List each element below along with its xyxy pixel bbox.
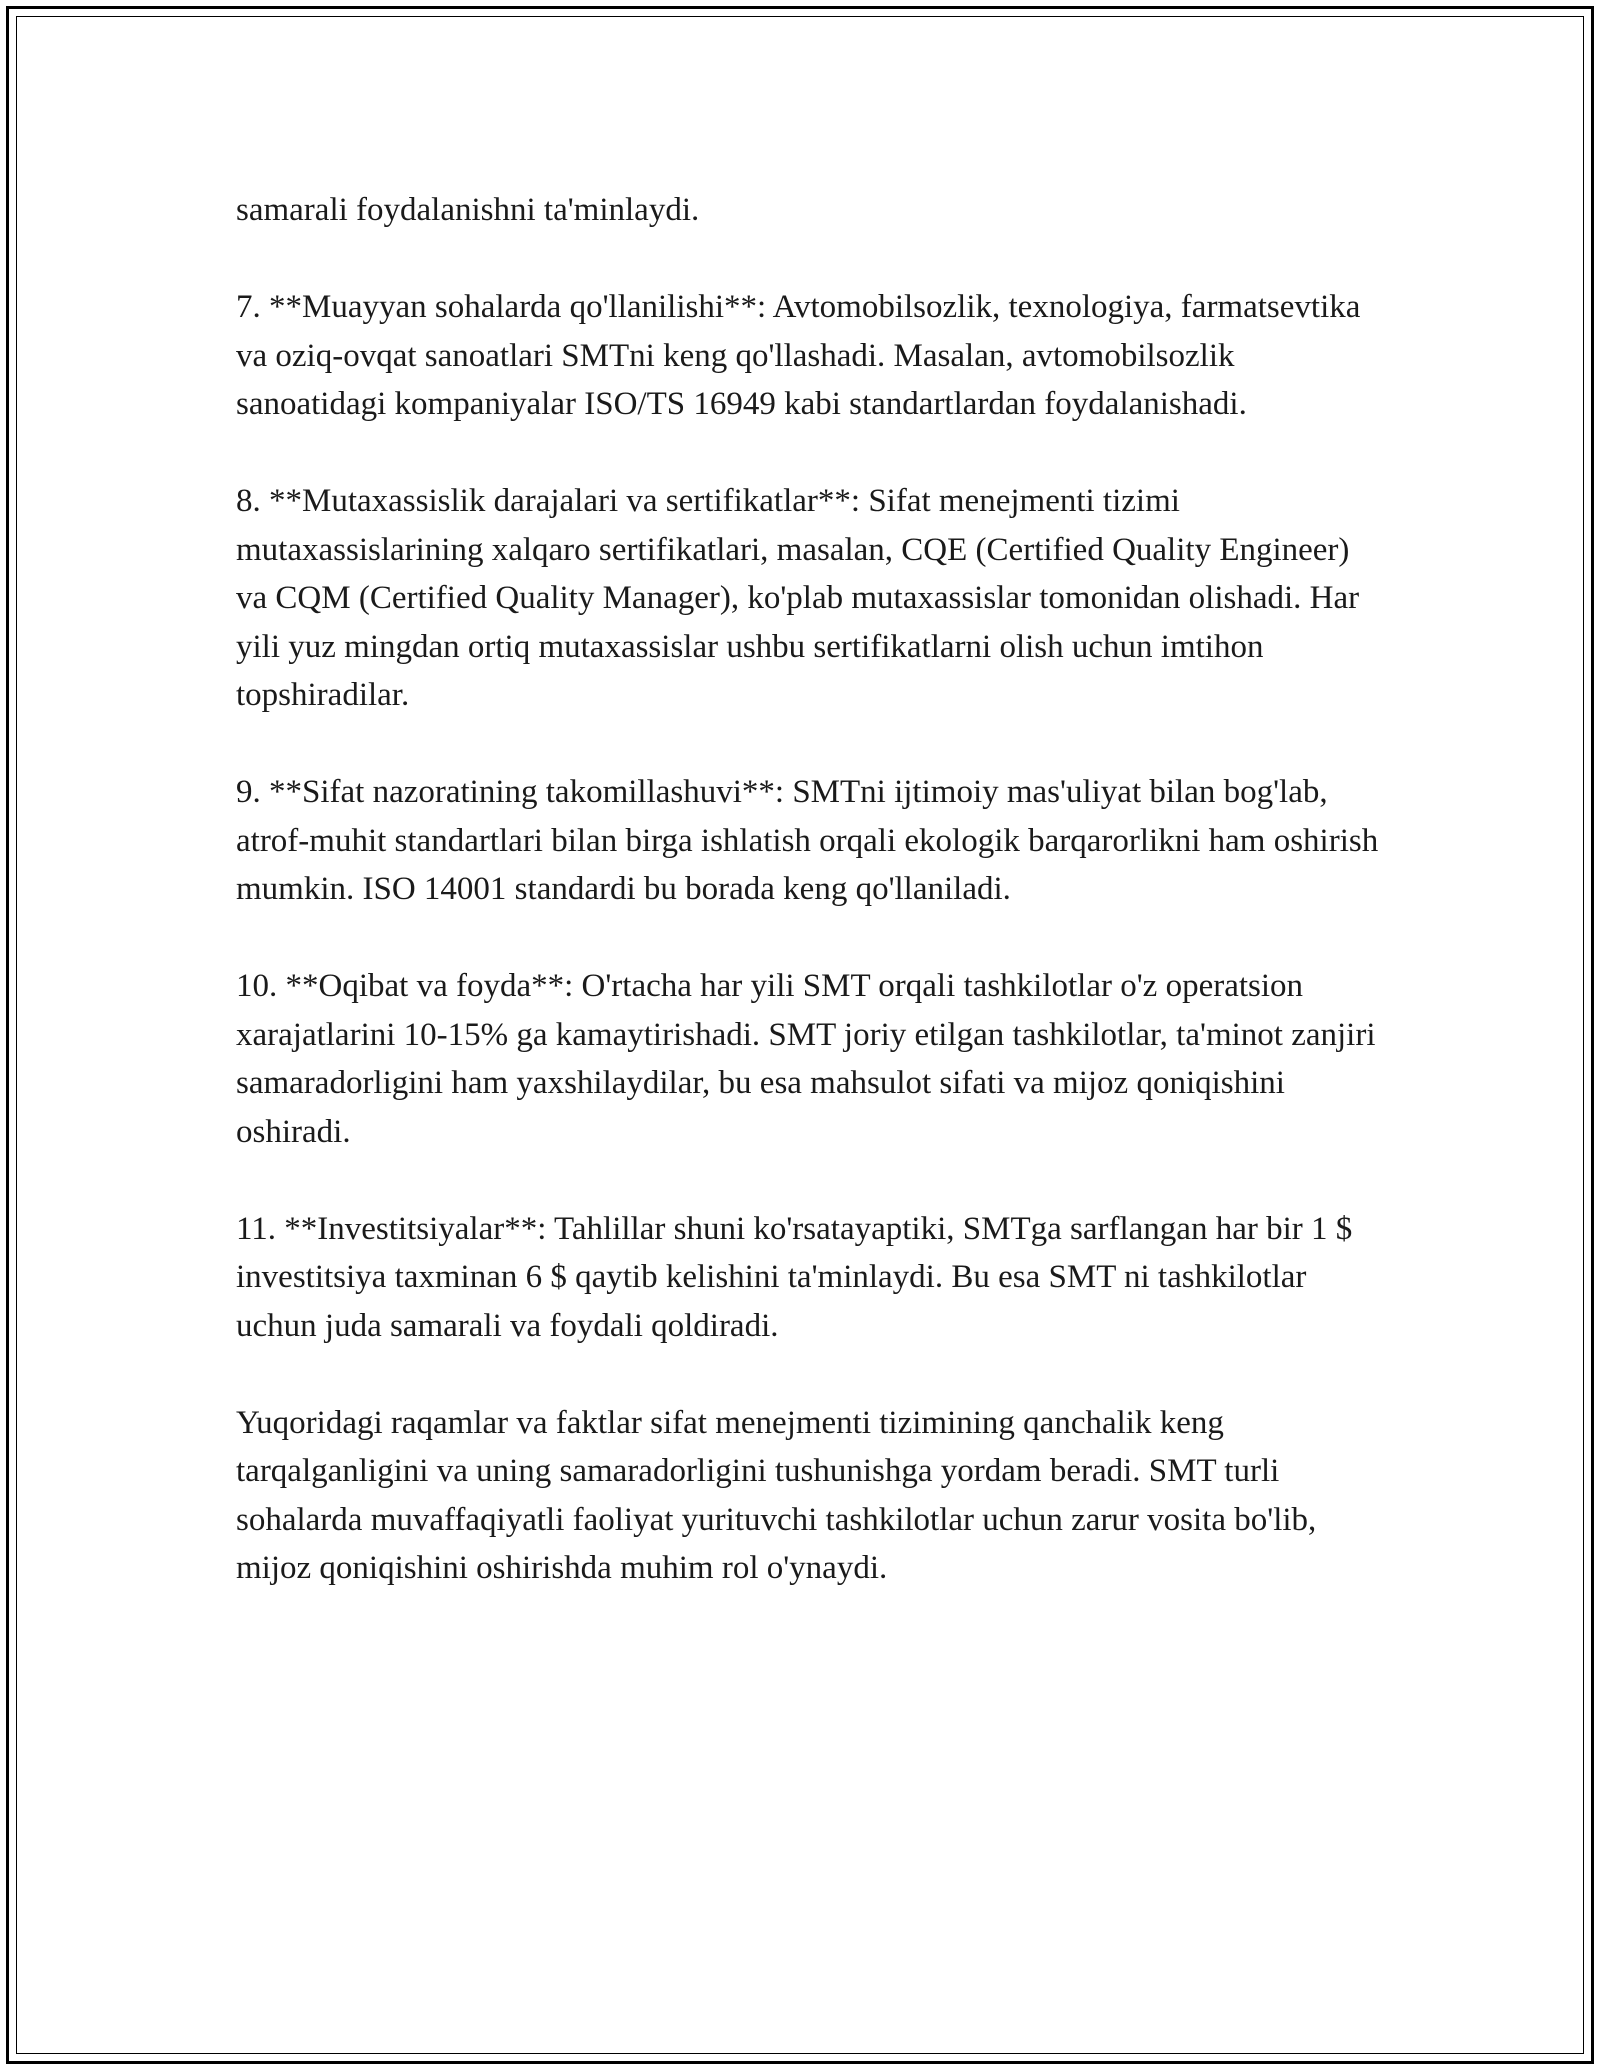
paragraph-item-10: 10. **Oqibat va foyda**: O'rtacha har yili SMT orqali tashkilotlar o'z operatsion xarajatlarini 10-15% ga kamaytirishadi. SMT joriy etilgan tashkilotlar, ta'minot zanjiri samaradorligini ham yaxshilaydilar, bu esa mahsulot sifati va mijoz qoniqishini oshiradi. — [236, 968, 1376, 1150]
paragraph-continuation: samarali foydalanishni ta'minlaydi. — [236, 192, 700, 228]
document-body — [236, 186, 1386, 1641]
paragraph-item-11: 11. **Investitsiyalar**: Tahlillar shuni ko'rsatayaptiki, SMTga sarflangan har bir 1 $ investitsiya taxminan 6 $ qaytib kelishini ta'minlaydi. Bu esa SMT ni tashkilotlar uchun juda samarali va foydali qoldiradi. — [236, 1210, 1353, 1344]
paragraph-conclusion: Yuqoridagi raqamlar va faktlar sifat menejmenti tizimining qanchalik keng tarqalganligini va uning samaradorligini tushunishga yordam beradi. SMT turli sohalarda muvaffaqiyatli faoliyat yurituvchi tashkilotlar uchun zarur vosita bo'lib, mijoz qoniqishini oshirishda muhim rol o'ynaydi. — [236, 1404, 1317, 1586]
paragraph-item-7: 7. **Muayyan sohalarda qo'llanilishi**: Avtomobilsozlik, texnologiya, farmatsevtika va oziq-ovqat sanoatlari SMTni keng qo'llashadi. Masalan, avtomobilsozlik sanoatidagi kompaniyalar ISO/TS 16949 kabi standartlardan foydalanishadi. — [236, 289, 1361, 422]
paragraph-item-9: 9. **Sifat nazoratining takomillashuvi**: SMTni ijtimoiy mas'uliyat bilan bog'lab, atrof-muhit standartlari bilan birga ishlatish orqali ekologik barqarorlikni ham oshirish mumkin. ISO 14001 standardi bu borada keng qo'llaniladi. — [236, 774, 1379, 907]
paragraph-item-8: 8. **Mutaxassislik darajalari va sertifikatlar**: Sifat menejmenti tizimi mutaxassislarining xalqaro sertifikatlari, masalan, CQE (Certified Quality Engineer) va CQM (Certified Quality Manager), ko'plab mutaxassislar tomonidan olishadi. Har yili yuz mingdan ortiq mutaxassislar ushbu sertifikatlarni olish uchun imtihon topshiradilar. — [236, 483, 1360, 713]
